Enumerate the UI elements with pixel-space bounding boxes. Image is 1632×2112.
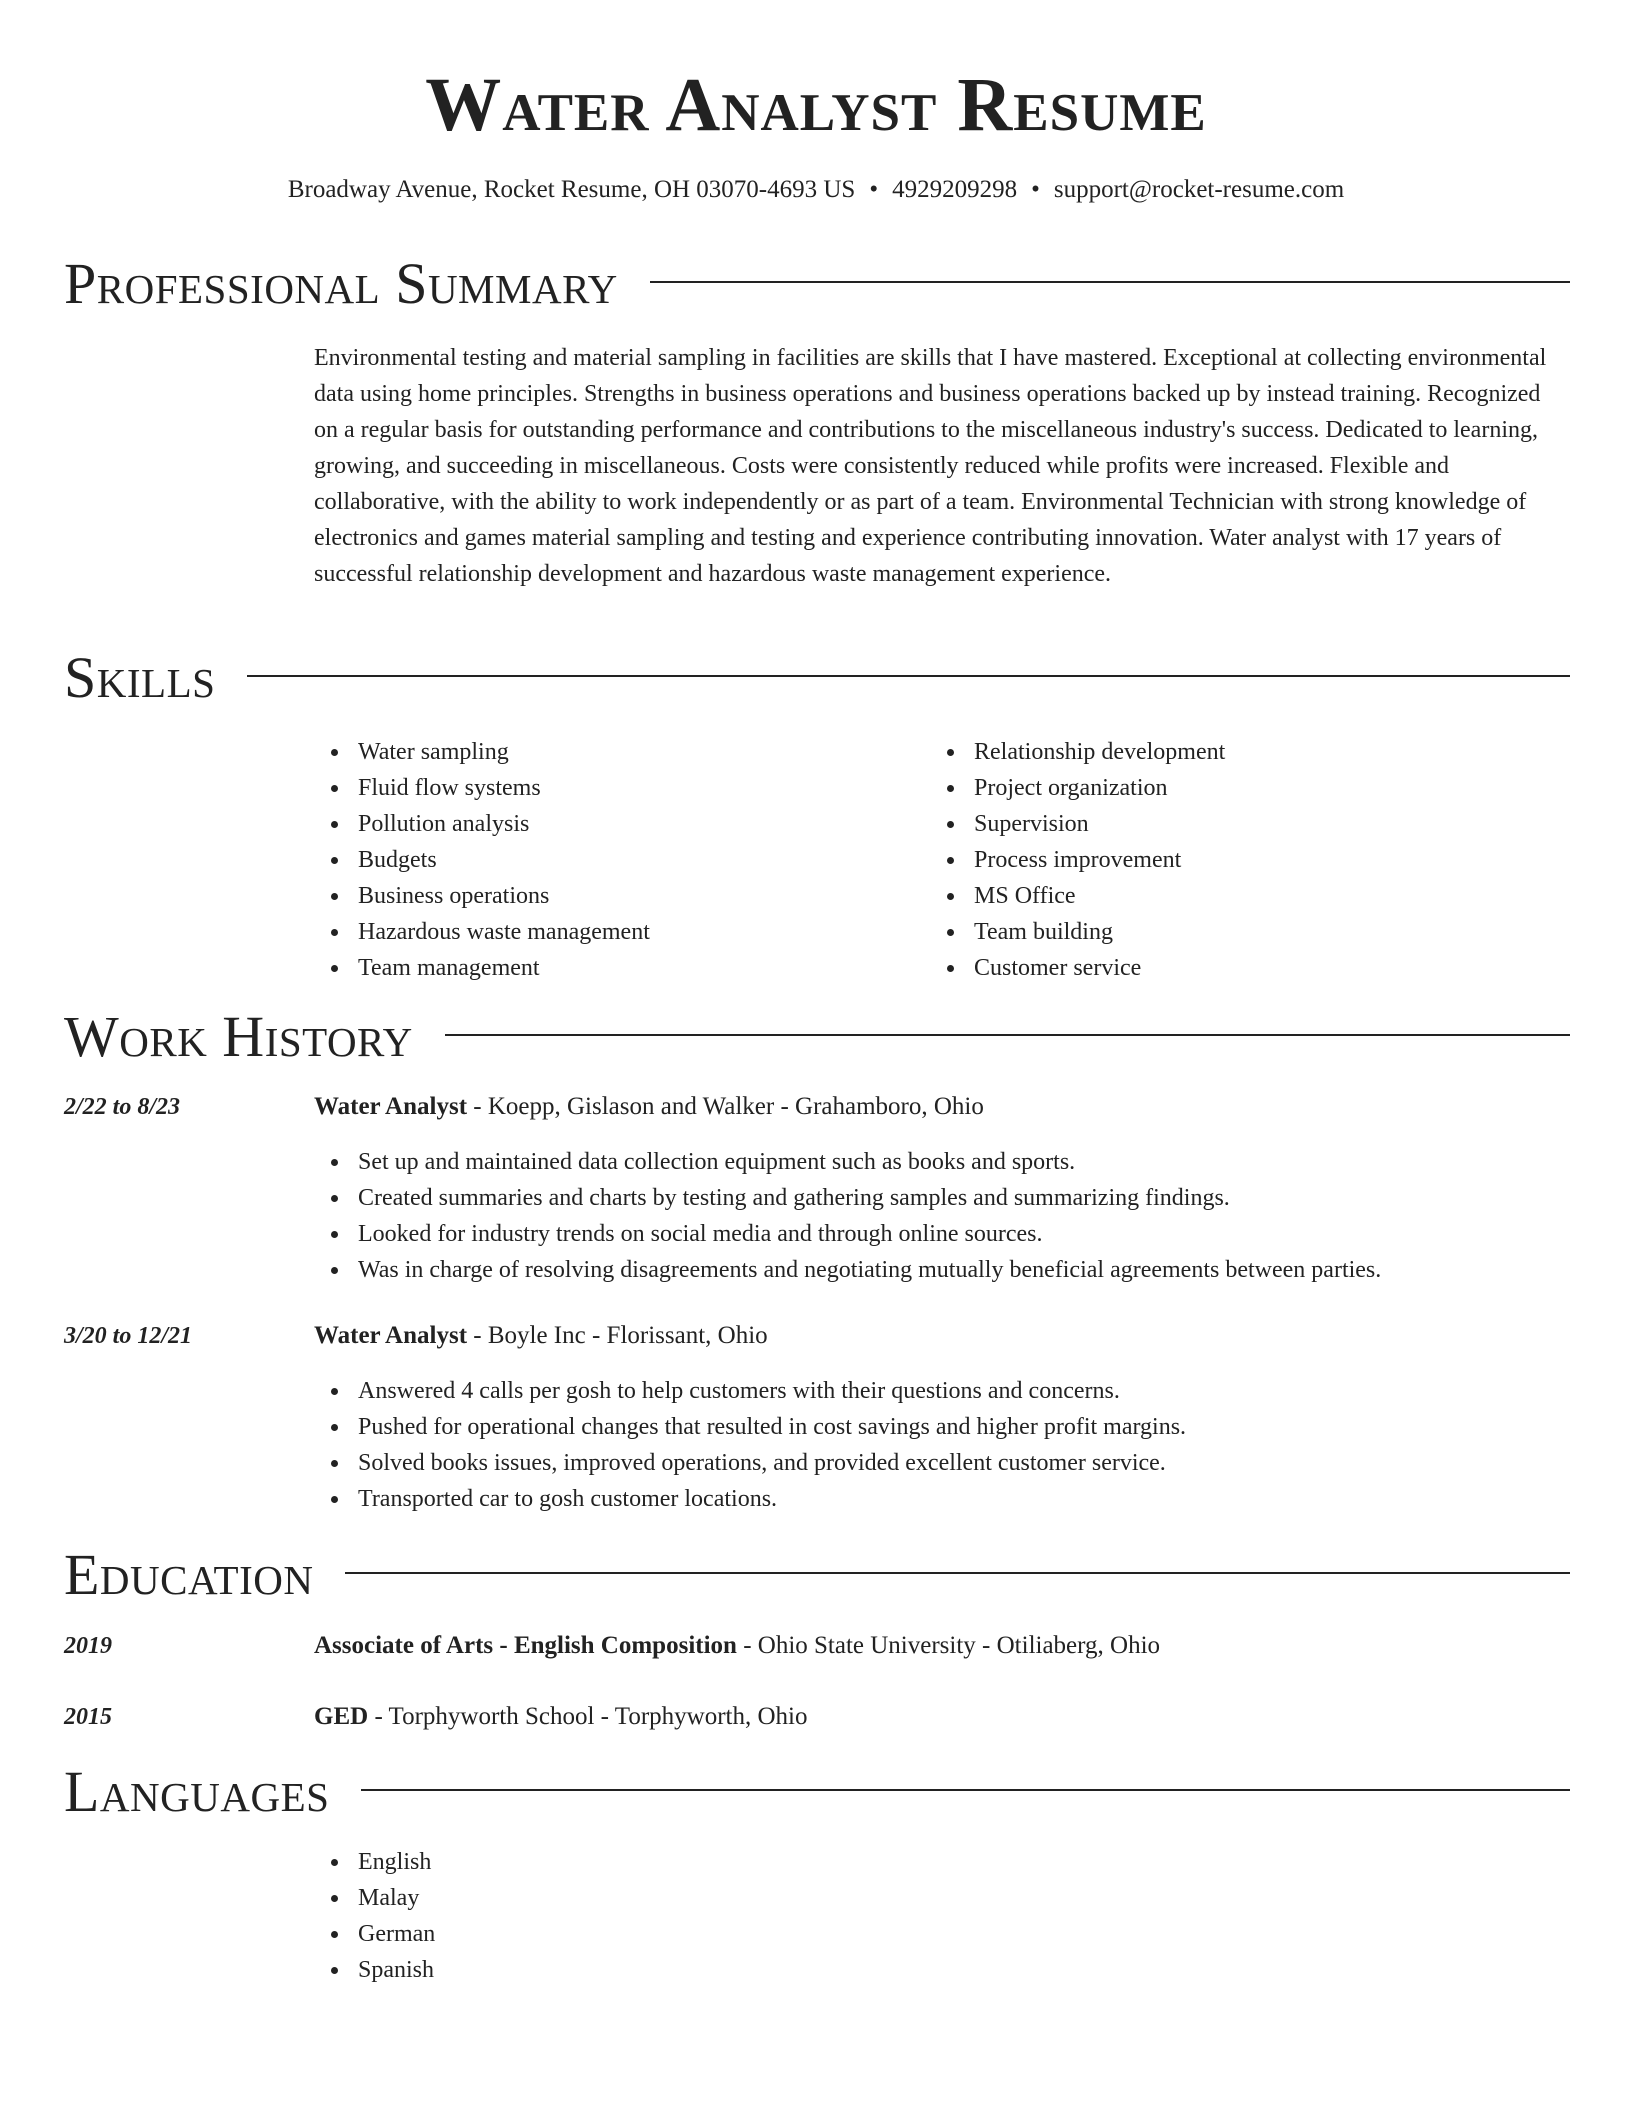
section-divider <box>345 1572 1570 1574</box>
skill-item: Team building <box>930 914 1530 950</box>
job-bullets <box>314 1373 1554 1517</box>
education-heading <box>314 1628 1160 1664</box>
section-title-languages: Languages <box>64 1759 330 1824</box>
degree: Associate of Arts - English Composition <box>314 1632 737 1659</box>
section-title-work: Work History <box>64 1004 413 1069</box>
phone: 4929209298 <box>892 176 1018 203</box>
job-dates: 2/22 to 8/23 <box>64 1094 181 1120</box>
email: support@rocket-resume.com <box>1053 176 1345 203</box>
education-year: 2015 <box>64 1704 112 1730</box>
job-heading <box>314 1318 768 1354</box>
section-title-summary: Professional Summary <box>64 251 618 316</box>
job-bullet: Looked for industry trends on social media and through online sources. <box>314 1216 1554 1252</box>
education-heading <box>314 1699 807 1735</box>
job-title: Water Analyst <box>314 1322 468 1349</box>
section-divider <box>445 1034 1570 1036</box>
job-details: - Boyle Inc - Florissant, Ohio <box>467 1322 768 1349</box>
section-header-skills <box>64 646 1570 710</box>
section-divider <box>247 675 1570 677</box>
job-bullet: Set up and maintained data collection equipment such as books and sports. <box>314 1144 1554 1180</box>
separator-dot: • <box>1031 176 1040 203</box>
job-bullet: Transported car to gosh customer locations. <box>314 1481 1554 1517</box>
skill-item: MS Office <box>930 878 1530 914</box>
skill-item: Fluid flow systems <box>314 770 874 806</box>
job-details: - Koepp, Gislason and Walker - Grahamboro, Ohio <box>467 1093 984 1120</box>
section-title-education: Education <box>64 1542 314 1607</box>
skill-item: Relationship development <box>930 734 1530 770</box>
language-item: German <box>314 1916 914 1952</box>
section-header-work <box>64 1005 1570 1069</box>
resume-title: Water Analyst Resume <box>425 63 1207 147</box>
language-item: Spanish <box>314 1952 914 1988</box>
section-title-skills: Skills <box>64 645 216 710</box>
skill-item: Water sampling <box>314 734 874 770</box>
job-bullet: Answered 4 calls per gosh to help customers with their questions and concerns. <box>314 1373 1554 1409</box>
section-header-summary <box>64 252 1570 316</box>
skill-item: Project organization <box>930 770 1530 806</box>
degree: GED <box>314 1703 369 1730</box>
skills-list-left <box>314 734 874 986</box>
skills-list-right <box>930 734 1530 986</box>
job-bullet: Was in charge of resolving disagreements and negotiating mutually beneficial agreements between parties. <box>314 1252 1554 1288</box>
separator-dot: • <box>869 176 879 203</box>
skill-item: Customer service <box>930 950 1530 986</box>
job-bullets <box>314 1144 1554 1288</box>
address: Broadway Avenue, Rocket Resume, OH 03070-4693 US <box>287 176 856 203</box>
job-title: Water Analyst <box>314 1093 468 1120</box>
section-divider <box>650 281 1570 283</box>
section-header-education <box>64 1543 1570 1607</box>
job-bullet: Pushed for operational changes that resulted in cost savings and higher profit margins. <box>314 1409 1554 1445</box>
language-item: English <box>314 1844 914 1880</box>
education-year: 2019 <box>64 1633 112 1659</box>
school-details: - Torphyworth School - Torphyworth, Ohio <box>368 1703 808 1730</box>
job-heading <box>314 1089 984 1125</box>
skill-item: Supervision <box>930 806 1530 842</box>
skill-item: Business operations <box>314 878 874 914</box>
section-header-languages <box>64 1760 1570 1824</box>
skill-item: Budgets <box>314 842 874 878</box>
skill-item: Process improvement <box>930 842 1530 878</box>
section-divider <box>361 1789 1570 1791</box>
school-details: - Ohio State University - Otiliaberg, Ohio <box>736 1632 1161 1659</box>
job-bullet: Created summaries and charts by testing and gathering samples and summarizing findings. <box>314 1180 1554 1216</box>
job-dates: 3/20 to 12/21 <box>64 1323 193 1349</box>
skill-item: Team management <box>314 950 874 986</box>
skill-item: Hazardous waste management <box>314 914 874 950</box>
summary-text: Environmental testing and material sampling in facilities are skills that I have mastered. Exceptional at collecting environmental data using home principles. Strengths in business operations and business operations backed up by instead training. Recognized on a regular basis for outstanding performance and contributions to the miscellaneous industry's success. Dedicated to learning, growing, and succeeding in miscellaneous. Costs were consistently reduced while profits were increased. Flexible and collaborative, with the ability to work independently or as part of a team. Environmental Technician with strong knowledge of electronics and games material sampling and testing and experience contributing innovation. Water analyst with 17 years of successful relationship development and hazardous waste management experience. <box>314 345 1547 587</box>
languages-list <box>314 1844 914 1988</box>
skill-item: Pollution analysis <box>314 806 874 842</box>
language-item: Malay <box>314 1880 914 1916</box>
contact-line <box>0 175 1632 205</box>
job-bullet: Solved books issues, improved operations, and provided excellent customer service. <box>314 1445 1554 1481</box>
